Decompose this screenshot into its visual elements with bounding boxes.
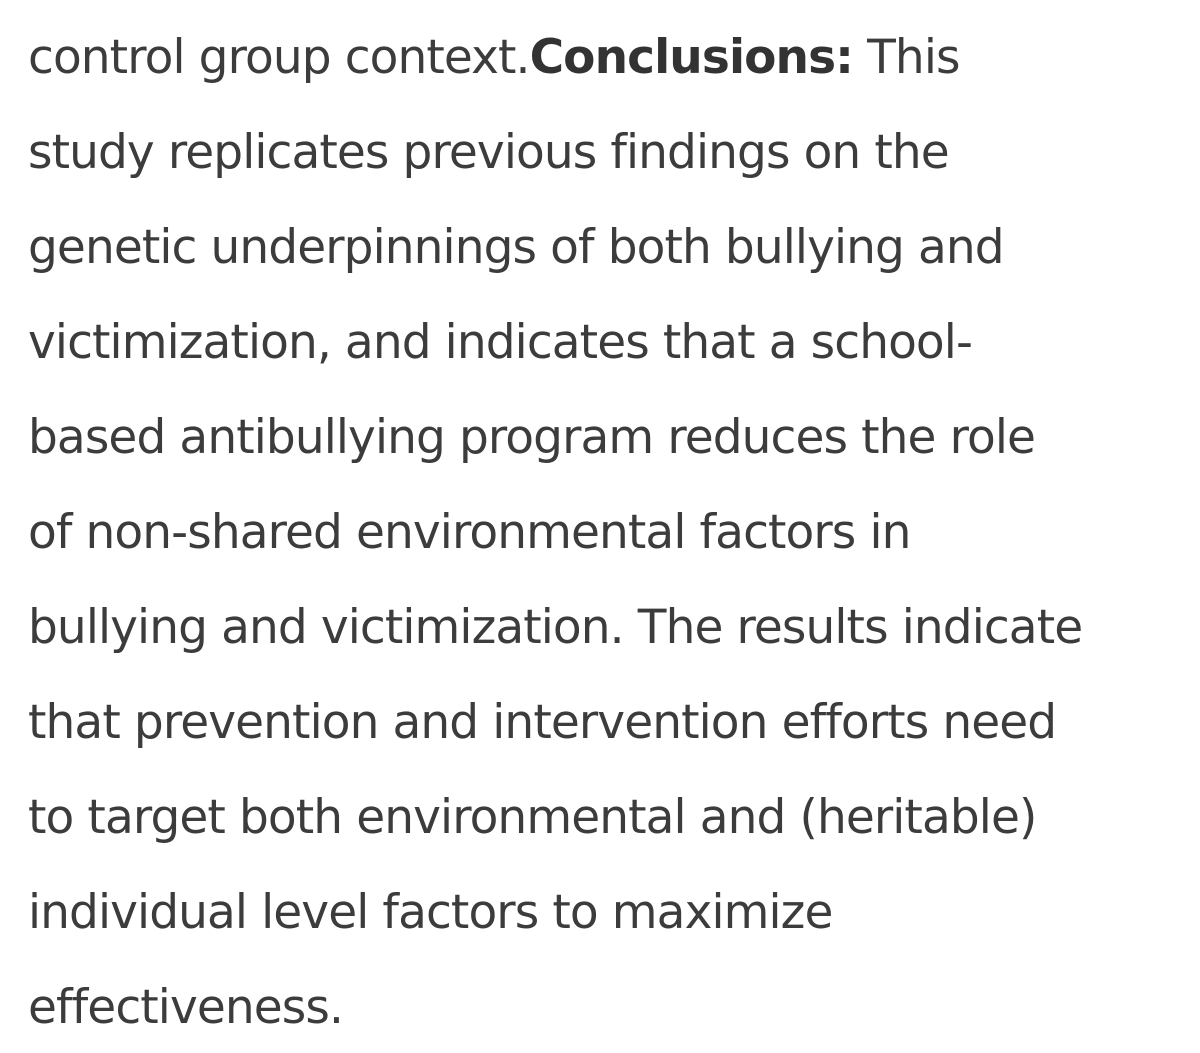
text-segment: This xyxy=(853,30,960,85)
text-line: that prevention and intervention efforts need xyxy=(28,695,1057,750)
text-line: to target both environmental and (heritable) xyxy=(28,790,1037,845)
abstract-conclusions-paragraph xyxy=(28,10,1082,1053)
text-line: study replicates previous findings on the xyxy=(28,125,949,180)
text-line: genetic underpinnings of both bullying and xyxy=(28,220,1004,275)
text-line: victimization, and indicates that a school- xyxy=(28,315,973,370)
text-segment: control group context. xyxy=(28,30,530,85)
text-line: based antibullying program reduces the role xyxy=(28,410,1036,465)
text-line: effectiveness. xyxy=(28,980,344,1035)
text-line: of non-shared environmental factors in xyxy=(28,505,911,560)
text-line: bullying and victimization. The results indicate xyxy=(28,600,1083,655)
text-line: individual level factors to maximize xyxy=(28,885,833,940)
text-line xyxy=(28,10,1082,105)
conclusions-label: Conclusions: xyxy=(529,30,854,85)
